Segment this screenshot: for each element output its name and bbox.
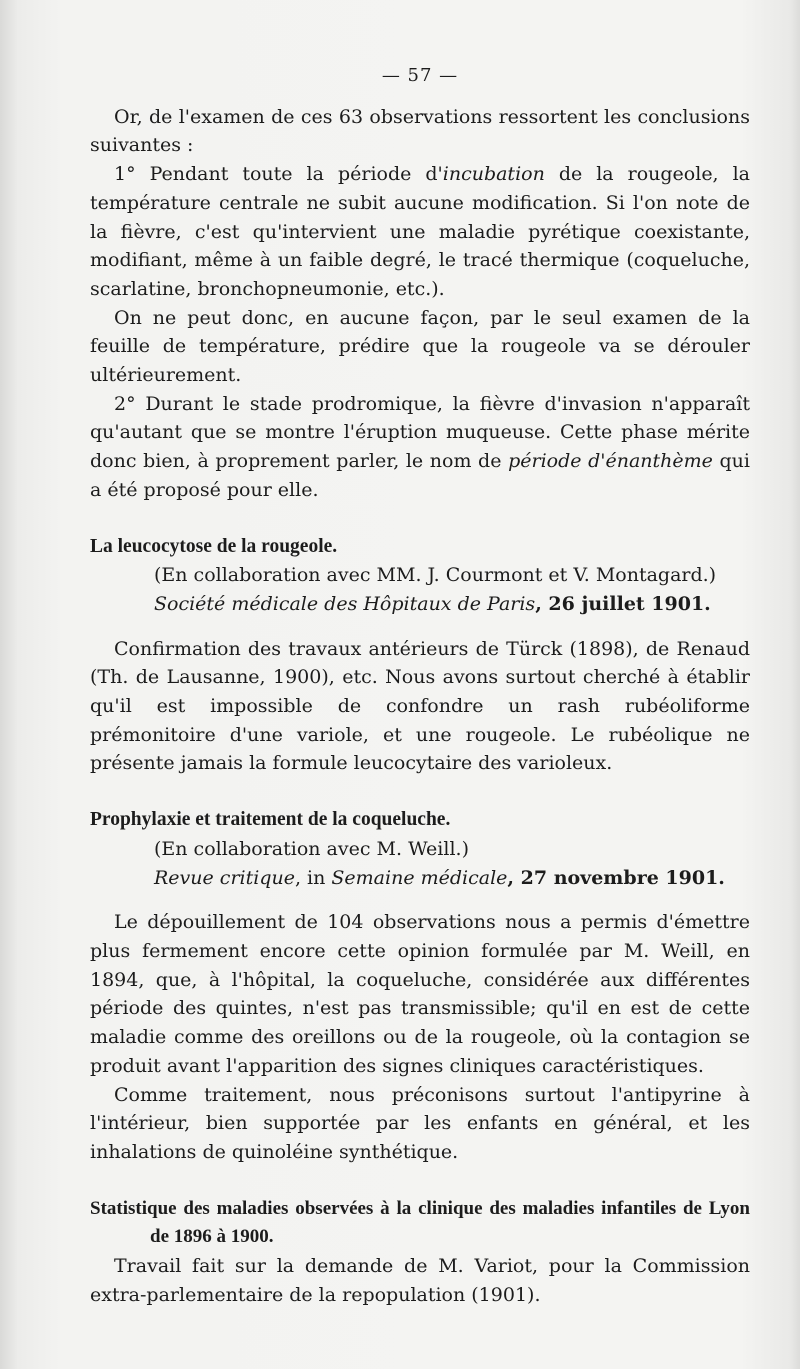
section-title-coqueluche: Prophylaxie et traitement de la coqueluche. (90, 809, 451, 831)
journal-coqueluche (90, 864, 750, 893)
page-number: — 57 — (381, 65, 459, 86)
enanthem-term: période d'énanthème (508, 450, 713, 473)
incubation-text-a: 1° Pendant toute la période d' (114, 163, 443, 186)
paragraph-statistique: Travail fait sur la demande de M. Variot, pour la Commission extra-parlementaire de la repopulation (1901). (90, 1255, 750, 1306)
incubation-text-c: de la rougeole, la température centrale ne subit aucune modification. Si l'on note de la fièvre, c'est qu'intervient une maladie pyrétique coexistante, modifiant, même à un faible degré, le tracé thermique (coqueluche, scarlatine, bronchopneumonie, etc.). (90, 163, 750, 300)
prodromic-text-c: qui a été proposé pour elle. (90, 450, 750, 501)
journal-name: Société médicale des Hôpitaux de Paris (154, 592, 536, 615)
collaboration-leucocytose: (En collaboration avec MM. J. Courmont et V. Montagard.) (154, 564, 717, 587)
paragraph-prodromic (90, 390, 750, 505)
journal-leucocytose (90, 590, 750, 619)
paragraph-coqueluche-1: Le dépouillement de 104 observations nous a permis d'émettre plus fermement encore cette opinion formulée par M. Weill, en 1894, que, à l'hôpital, la coqueluche, considérée aux différentes période des quintes, n'est pas transmissible; qu'il en est de cette maladie comme des oreillons ou de la rougeole, où la contagion se produit avant l'apparition des signes cliniques caractéristiques. (90, 911, 750, 1077)
journal-name-semaine: Semaine médicale (331, 866, 508, 889)
journal-name-revue: Revue critique (154, 866, 295, 889)
paragraph-coqueluche-2: Comme traitement, nous préconisons surtout l'antipyrine à l'intérieur, bien supportée par les enfants en général, et les inhalations de quinoléine synthétique. (90, 1083, 750, 1163)
journal-in: , in (294, 866, 332, 889)
paragraph-incubation (90, 160, 750, 304)
journal-date: , 26 juillet 1901. (535, 592, 711, 615)
collaboration-coqueluche: (En collaboration avec M. Weill.) (154, 837, 469, 860)
prodromic-text-a: 2° Durant le stade prodromique, la fièvre d'invasion n'apparaît qu'autant que se montre l'éruption muqueuse. Cette phase mérite donc bien, à proprement parler, le nom de (90, 392, 750, 473)
page-content (90, 62, 750, 1309)
journal-date: , 27 novembre 1901. (507, 866, 725, 889)
paragraph-intro: Or, de l'examen de ces 63 observations ressortent les conclusions suivantes : (90, 105, 750, 157)
incubation-term: incubation (442, 163, 545, 186)
section-title-leucocytose: La leucocytose de la rougeole. (90, 535, 338, 557)
section-title-statistique: Statistique des maladies observées à la clinique des maladies infantiles de Lyon de 1896 à 1900. (90, 1197, 750, 1248)
paragraph-conclusion: On ne peut donc, en aucune façon, par le seul examen de la feuille de température, prédire que la rougeole va se dérouler ultérieurement. (90, 306, 750, 387)
paragraph-leucocytose: Confirmation des travaux antérieurs de Türck (1898), de Renaud (Th. de Lausanne, 1900), etc. Nous avons surtout cherché à établir qu'il est impossible de confondre un rash rubéoliforme prémonitoire d'une variole, et une rougeole. Le rubéolique ne présente jamais la formule leucocytaire des varioleux. (90, 637, 750, 775)
